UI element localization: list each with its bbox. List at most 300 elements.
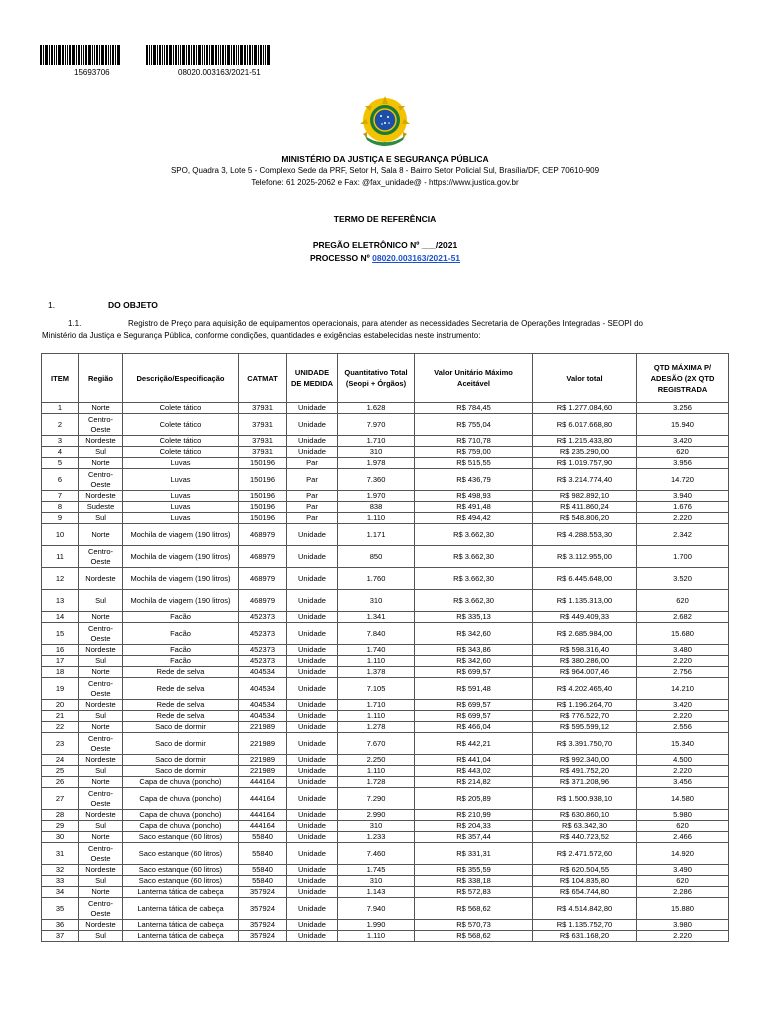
table-cell: R$ 449.409,33 [533, 612, 637, 623]
table-cell: Unidade [287, 777, 338, 788]
table-cell: Unidade [287, 843, 338, 865]
table-cell: R$ 335,13 [415, 612, 533, 623]
table-cell: R$ 654.744,80 [533, 887, 637, 898]
table-cell: 3.940 [637, 491, 729, 502]
table-cell: 25 [42, 766, 79, 777]
table-cell: 2.220 [637, 656, 729, 667]
table-cell: 2.556 [637, 722, 729, 733]
table-cell: Rede de selva [123, 678, 239, 700]
table-cell: 444164 [239, 788, 287, 810]
table-cell: Unidade [287, 678, 338, 700]
table-cell: Centro-Oeste [79, 623, 123, 645]
table-cell: 221989 [239, 755, 287, 766]
table-cell: Capa de chuva (poncho) [123, 788, 239, 810]
table-cell: R$ 620.504,55 [533, 865, 637, 876]
table-cell: R$ 755,04 [415, 414, 533, 436]
table-cell: Mochila de viagem (190 litros) [123, 524, 239, 546]
table-cell: 1.728 [338, 777, 415, 788]
table-cell: 1 [42, 403, 79, 414]
table-cell: R$ 515,55 [415, 458, 533, 469]
table-cell: 468979 [239, 590, 287, 612]
table-cell: R$ 355,59 [415, 865, 533, 876]
table-cell: 7.940 [338, 898, 415, 920]
table-cell: 24 [42, 755, 79, 766]
table-cell: 18 [42, 667, 79, 678]
table-cell: 7.290 [338, 788, 415, 810]
table-cell: Unidade [287, 920, 338, 931]
table-cell: Par [287, 502, 338, 513]
table-cell: R$ 776.522,70 [533, 711, 637, 722]
table-cell: 468979 [239, 524, 287, 546]
table-cell: 34 [42, 887, 79, 898]
table-cell: Centro-Oeste [79, 414, 123, 436]
table-row [42, 469, 729, 491]
table-cell: R$ 343,86 [415, 645, 533, 656]
header-cell: Descrição/Especificação [123, 354, 239, 403]
table-cell: Sul [79, 590, 123, 612]
table-cell: 468979 [239, 568, 287, 590]
table-cell: 452373 [239, 656, 287, 667]
table-row [42, 403, 729, 414]
table-cell: 3.456 [637, 777, 729, 788]
table-cell: 5 [42, 458, 79, 469]
table-cell: 1.171 [338, 524, 415, 546]
table-cell: Unidade [287, 865, 338, 876]
table-cell: R$ 1.135.313,00 [533, 590, 637, 612]
table-row [42, 711, 729, 722]
table-cell: Norte [79, 458, 123, 469]
table-cell: 29 [42, 821, 79, 832]
table-cell: Saco estanque (60 litros) [123, 876, 239, 887]
table-cell: Facão [123, 645, 239, 656]
table-row [42, 843, 729, 865]
document-title: TERMO DE REFERÊNCIA [333, 214, 437, 224]
table-cell: R$ 4.288.553,30 [533, 524, 637, 546]
table-cell: Sudeste [79, 502, 123, 513]
table-cell: 26 [42, 777, 79, 788]
table-cell: R$ 2.685.984,00 [533, 623, 637, 645]
table-cell: Sul [79, 931, 123, 942]
table-cell: 7.105 [338, 678, 415, 700]
table-cell: 310 [338, 447, 415, 458]
table-cell: 404534 [239, 711, 287, 722]
table-row [42, 656, 729, 667]
barcode-right [146, 45, 271, 65]
table-cell: 2.466 [637, 832, 729, 843]
table-cell: 31 [42, 843, 79, 865]
table-row [42, 491, 729, 502]
table-cell: R$ 371.208,96 [533, 777, 637, 788]
table-row [42, 865, 729, 876]
header-cell: CATMAT [239, 354, 287, 403]
table-cell: R$ 4.202.465,40 [533, 678, 637, 700]
table-cell: 2.682 [637, 612, 729, 623]
table-cell: R$ 214,82 [415, 777, 533, 788]
table-cell: Centro-Oeste [79, 788, 123, 810]
table-cell: 36 [42, 920, 79, 931]
table-cell: 620 [637, 876, 729, 887]
table-cell: R$ 204,33 [415, 821, 533, 832]
processo-prefix: PROCESSO Nº [309, 253, 373, 263]
table-cell: Rede de selva [123, 711, 239, 722]
table-cell: 1.740 [338, 645, 415, 656]
table-cell: Unidade [287, 436, 338, 447]
table-cell: 1.990 [338, 920, 415, 931]
table-cell: R$ 443,02 [415, 766, 533, 777]
table-cell: Unidade [287, 931, 338, 942]
table-cell: Rede de selva [123, 667, 239, 678]
table-cell: R$ 491.752,20 [533, 766, 637, 777]
table-cell: R$ 4.514.842,80 [533, 898, 637, 920]
table-cell: R$ 205,89 [415, 788, 533, 810]
table-cell: 1.233 [338, 832, 415, 843]
table-row [42, 623, 729, 645]
table-cell: Mochila de viagem (190 litros) [123, 568, 239, 590]
table-cell: 2.250 [338, 755, 415, 766]
table-cell: 2.220 [637, 711, 729, 722]
table-row [42, 700, 729, 711]
table-cell: Unidade [287, 667, 338, 678]
table-cell: Nordeste [79, 700, 123, 711]
table-cell: R$ 498,93 [415, 491, 533, 502]
table-cell: 55840 [239, 865, 287, 876]
table-cell: Luvas [123, 469, 239, 491]
table-cell: Unidade [287, 810, 338, 821]
table-cell: R$ 3.662,30 [415, 524, 533, 546]
table-cell: R$ 568,62 [415, 931, 533, 942]
table-cell: Saco estanque (60 litros) [123, 832, 239, 843]
table-cell: 37931 [239, 403, 287, 414]
table-cell: 35 [42, 898, 79, 920]
table-cell: Sul [79, 766, 123, 777]
table-cell: R$ 570,73 [415, 920, 533, 931]
header-cell: Valor Unitário Máximo Aceitável [415, 354, 533, 403]
table-row [42, 788, 729, 810]
table-row [42, 876, 729, 887]
table-cell: 15.880 [637, 898, 729, 920]
table-cell: Nordeste [79, 645, 123, 656]
table-cell: Norte [79, 832, 123, 843]
table-cell: R$ 491,48 [415, 502, 533, 513]
table-cell: Sul [79, 876, 123, 887]
table-cell: 404534 [239, 667, 287, 678]
table-row [42, 920, 729, 931]
table-cell: 11 [42, 546, 79, 568]
table-cell: Nordeste [79, 491, 123, 502]
table-cell: Par [287, 491, 338, 502]
table-cell: 28 [42, 810, 79, 821]
table-cell: Unidade [287, 733, 338, 755]
table-cell: Facão [123, 612, 239, 623]
table-cell: 22 [42, 722, 79, 733]
table-cell: R$ 710,78 [415, 436, 533, 447]
table-cell: Unidade [287, 766, 338, 777]
table-cell: Unidade [287, 568, 338, 590]
table-cell: 3 [42, 436, 79, 447]
table-cell: 23 [42, 733, 79, 755]
address-line: SPO, Quadra 3, Lote 5 - Complexo Sede da PRF, Setor H, Sala 8 - Bairro Setor Policial Sul, Brasília/DF, CEP 70610-909 [170, 166, 600, 175]
table-cell: Unidade [287, 821, 338, 832]
table-cell: R$ 3.214.774,40 [533, 469, 637, 491]
coat-of-arms-icon [357, 96, 413, 148]
table-cell: 404534 [239, 678, 287, 700]
table-cell: R$ 411.860,24 [533, 502, 637, 513]
table-cell: R$ 104.835,80 [533, 876, 637, 887]
barcode-left-label: 15693706 [74, 68, 110, 77]
table-cell: 15.680 [637, 623, 729, 645]
table-cell: 55840 [239, 843, 287, 865]
table-cell: Norte [79, 777, 123, 788]
table-cell: 221989 [239, 722, 287, 733]
table-cell: 310 [338, 876, 415, 887]
table-cell: Nordeste [79, 755, 123, 766]
table-cell: 357924 [239, 887, 287, 898]
table-cell: R$ 1.019.757,90 [533, 458, 637, 469]
table-cell: 7.970 [338, 414, 415, 436]
table-cell: 150196 [239, 513, 287, 524]
table-cell: R$ 338,18 [415, 876, 533, 887]
table-cell: 1.278 [338, 722, 415, 733]
table-cell: R$ 210,99 [415, 810, 533, 821]
table-cell: Colete tático [123, 436, 239, 447]
section-paragraph [42, 318, 728, 342]
table-cell: R$ 466,04 [415, 722, 533, 733]
table-cell: 1.341 [338, 612, 415, 623]
table-cell: 1.970 [338, 491, 415, 502]
table-cell: 1.676 [637, 502, 729, 513]
table-cell: Saco de dormir [123, 755, 239, 766]
table-cell: R$ 982.892,10 [533, 491, 637, 502]
table-cell: 1.745 [338, 865, 415, 876]
table-cell: R$ 380.286,00 [533, 656, 637, 667]
table-cell: 1.700 [637, 546, 729, 568]
table-cell: 3.490 [637, 865, 729, 876]
table-cell: 310 [338, 821, 415, 832]
header-cell: Valor total [533, 354, 637, 403]
table-cell: Nordeste [79, 865, 123, 876]
table-cell: R$ 1.196.264,70 [533, 700, 637, 711]
table-cell: 14.210 [637, 678, 729, 700]
table-cell: 2.286 [637, 887, 729, 898]
table-cell: 14 [42, 612, 79, 623]
table-cell: R$ 357,44 [415, 832, 533, 843]
table-cell: R$ 494,42 [415, 513, 533, 524]
table-row [42, 546, 729, 568]
table-cell: 150196 [239, 491, 287, 502]
table-cell: R$ 1.277.084,60 [533, 403, 637, 414]
ministry-name: MINISTÉRIO DA JUSTIÇA E SEGURANÇA PÚBLICA [281, 154, 489, 164]
table-row [42, 447, 729, 458]
table-cell: R$ 440.723,52 [533, 832, 637, 843]
table-cell: 2.220 [637, 931, 729, 942]
table-row [42, 733, 729, 755]
table-cell: Facão [123, 656, 239, 667]
table-cell: Unidade [287, 546, 338, 568]
table-cell: Saco estanque (60 litros) [123, 865, 239, 876]
header-cell: UNIDADE DE MEDIDA [287, 354, 338, 403]
table-cell: Centro-Oeste [79, 469, 123, 491]
table-cell: Nordeste [79, 436, 123, 447]
table-cell: Colete tático [123, 403, 239, 414]
table-cell: 16 [42, 645, 79, 656]
table-cell: 2.342 [637, 524, 729, 546]
table-cell: 3.980 [637, 920, 729, 931]
table-cell: 7.460 [338, 843, 415, 865]
table-cell: Unidade [287, 898, 338, 920]
table-cell: R$ 3.112.955,00 [533, 546, 637, 568]
table-cell: Unidade [287, 887, 338, 898]
table-cell: 14.720 [637, 469, 729, 491]
table-cell: R$ 2.471.572,60 [533, 843, 637, 865]
table-cell: Saco de dormir [123, 733, 239, 755]
table-cell: Nordeste [79, 568, 123, 590]
table-cell: 1.110 [338, 513, 415, 524]
header-cell: ITEM [42, 354, 79, 403]
table-cell: R$ 235.290,00 [533, 447, 637, 458]
table-cell: 221989 [239, 766, 287, 777]
table-cell: 357924 [239, 931, 287, 942]
table-cell: 1.760 [338, 568, 415, 590]
table-row [42, 832, 729, 843]
table-cell: Unidade [287, 447, 338, 458]
table-cell: 3.956 [637, 458, 729, 469]
table-cell: Centro-Oeste [79, 898, 123, 920]
table-cell: 30 [42, 832, 79, 843]
header-cell: Quantitativo Total (Seopi + Órgãos) [338, 354, 415, 403]
table-row [42, 755, 729, 766]
table-row [42, 414, 729, 436]
table-cell: Lanterna tática de cabeça [123, 920, 239, 931]
table-cell: Unidade [287, 612, 338, 623]
table-cell: Colete tático [123, 447, 239, 458]
table-row [42, 898, 729, 920]
table-cell: 3.480 [637, 645, 729, 656]
table-cell: 444164 [239, 810, 287, 821]
table-cell: 37931 [239, 414, 287, 436]
processo-link[interactable]: 08020.003163/2021-51 [372, 253, 461, 263]
table-cell: R$ 442,21 [415, 733, 533, 755]
table-cell: R$ 342,60 [415, 656, 533, 667]
table-cell: R$ 699,57 [415, 667, 533, 678]
table-cell: Saco de dormir [123, 766, 239, 777]
table-row [42, 821, 729, 832]
table-cell: 6 [42, 469, 79, 491]
table-body [42, 403, 729, 942]
table-cell: R$ 699,57 [415, 711, 533, 722]
table-row [42, 678, 729, 700]
table-cell: Norte [79, 667, 123, 678]
table-cell: Sul [79, 447, 123, 458]
table-cell: 452373 [239, 623, 287, 645]
header-cell: QTD MÁXIMA P/ ADESÃO (2X QTD REGISTRADA [637, 354, 729, 403]
table-cell: 2.756 [637, 667, 729, 678]
processo-line [0, 253, 770, 263]
pregao-line: PREGÃO ELETRÔNICO Nº ___/2021 [312, 240, 458, 250]
table-cell: 33 [42, 876, 79, 887]
table-cell: Par [287, 513, 338, 524]
table-cell: R$ 759,00 [415, 447, 533, 458]
table-cell: 444164 [239, 821, 287, 832]
table-cell: R$ 3.662,30 [415, 568, 533, 590]
table-cell: R$ 3.662,30 [415, 590, 533, 612]
table-cell: Sul [79, 711, 123, 722]
table-cell: 2.220 [637, 766, 729, 777]
table-cell: Unidade [287, 403, 338, 414]
table-cell: Unidade [287, 722, 338, 733]
table-cell: Unidade [287, 700, 338, 711]
table-cell: Capa de chuva (poncho) [123, 810, 239, 821]
barcode-right-label: 08020.003163/2021-51 [178, 68, 261, 77]
table-cell: R$ 6.017.668,80 [533, 414, 637, 436]
table-row [42, 612, 729, 623]
table-cell: R$ 441,04 [415, 755, 533, 766]
section-number: 1. [48, 300, 56, 310]
table-cell: Mochila de viagem (190 litros) [123, 590, 239, 612]
table-cell: 4 [42, 447, 79, 458]
table-cell: R$ 331,31 [415, 843, 533, 865]
table-cell: Saco de dormir [123, 722, 239, 733]
table-cell: 17 [42, 656, 79, 667]
table-cell: 37931 [239, 447, 287, 458]
table-cell: Norte [79, 887, 123, 898]
table-cell: Unidade [287, 788, 338, 810]
contact-line: Telefone: 61 2025-2062 e Fax: @fax_unidade@ - https://www.justica.gov.br [251, 178, 519, 187]
table-cell: 20 [42, 700, 79, 711]
table-cell: 10 [42, 524, 79, 546]
table-cell: R$ 992.340,00 [533, 755, 637, 766]
table-row [42, 436, 729, 447]
table-cell: Norte [79, 403, 123, 414]
table-cell: 1.110 [338, 766, 415, 777]
table-cell: 8 [42, 502, 79, 513]
table-cell: 150196 [239, 458, 287, 469]
table-cell: Unidade [287, 645, 338, 656]
table-cell: 150196 [239, 502, 287, 513]
table-cell: Colete tático [123, 414, 239, 436]
table-cell: 7.840 [338, 623, 415, 645]
header-cell: Região [79, 354, 123, 403]
table-cell: Unidade [287, 524, 338, 546]
table-cell: 1.710 [338, 700, 415, 711]
table-cell: R$ 63.342,30 [533, 821, 637, 832]
table-cell: Lanterna tática de cabeça [123, 898, 239, 920]
section-title: DO OBJETO [108, 300, 158, 310]
table-cell: 620 [637, 821, 729, 832]
table-cell: 7.360 [338, 469, 415, 491]
table-cell: 452373 [239, 612, 287, 623]
table-row [42, 524, 729, 546]
table-cell: 12 [42, 568, 79, 590]
table-cell: 452373 [239, 645, 287, 656]
items-table [41, 353, 729, 942]
table-cell: 55840 [239, 876, 287, 887]
table-cell: R$ 631.168,20 [533, 931, 637, 942]
table-cell: 21 [42, 711, 79, 722]
table-cell: R$ 630.860,10 [533, 810, 637, 821]
table-cell: 3.420 [637, 436, 729, 447]
table-cell: R$ 598.316,40 [533, 645, 637, 656]
table-cell: 9 [42, 513, 79, 524]
table-cell: Mochila de viagem (190 litros) [123, 546, 239, 568]
paragraph-number: 1.1. [68, 319, 82, 328]
table-cell: 357924 [239, 898, 287, 920]
table-cell: 7.670 [338, 733, 415, 755]
table-cell: Unidade [287, 711, 338, 722]
table-header-row [42, 354, 729, 403]
table-cell: R$ 342,60 [415, 623, 533, 645]
table-cell: Facão [123, 623, 239, 645]
table-row [42, 722, 729, 733]
